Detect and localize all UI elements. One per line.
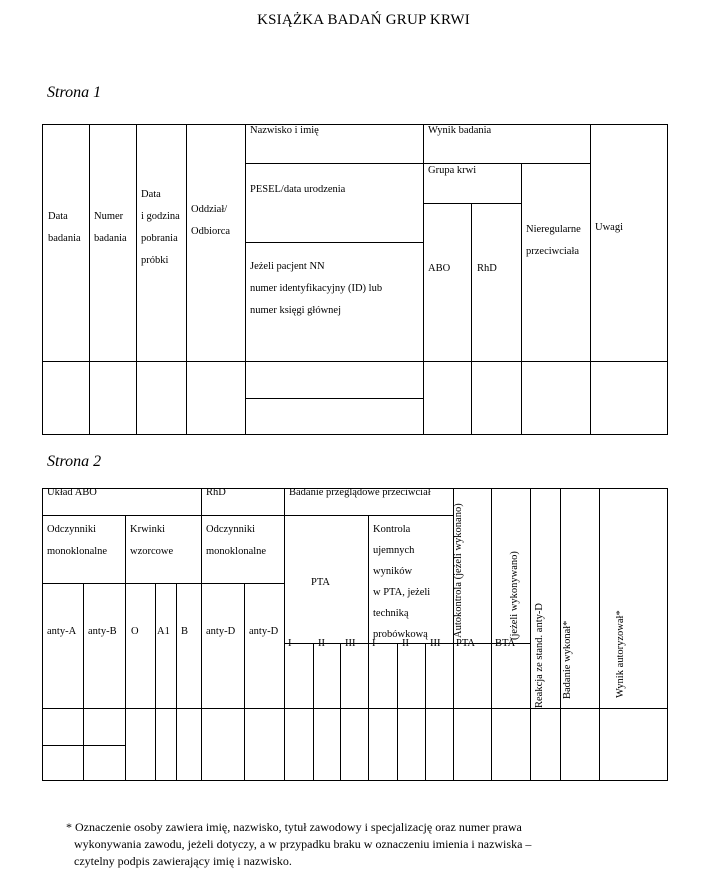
col-number-line2: badania xyxy=(94,233,127,244)
abo-header: ABO xyxy=(428,263,451,274)
col-date-line1: Data xyxy=(48,211,68,222)
col-datetime-header xyxy=(141,184,180,272)
roman-3b: III xyxy=(430,638,441,649)
control-line4: w PTA, jeżeli xyxy=(373,587,431,598)
footnote xyxy=(66,819,664,870)
control-line1: Kontrola xyxy=(373,524,411,535)
col-number-line1: Numer xyxy=(94,211,124,222)
cells-line1: Krwinki xyxy=(130,524,165,535)
anti-b-header: anty-B xyxy=(88,626,117,637)
control-line2: ujemnych xyxy=(373,545,415,556)
pta-header: PTA xyxy=(311,577,330,588)
col-number-header xyxy=(94,206,127,250)
performed-by-header: Badanie wykonał* xyxy=(562,620,573,699)
o-header: O xyxy=(131,626,139,637)
roman-1a: I xyxy=(288,638,292,649)
irregular-line1: Nieregularne xyxy=(526,224,581,235)
screening-header: Badanie przeglądowe przeciwciał xyxy=(289,487,431,498)
col-ward-header xyxy=(191,199,230,243)
page-1-heading: Strona 1 xyxy=(47,84,102,101)
if-performed-header: (jeżeli wykonywano) xyxy=(509,551,520,640)
col-datetime-line3: pobrania xyxy=(141,233,178,244)
col-date-line2: badania xyxy=(48,233,81,244)
result-header: Wynik badania xyxy=(428,125,492,136)
negative-control-header xyxy=(373,519,430,645)
abo-system-header: Układ ABO xyxy=(47,487,97,498)
control-line5: techniką xyxy=(373,608,409,619)
mono-reagents-abo xyxy=(47,519,107,563)
document-title: KSIĄŻKA BADAŃ GRUP KRWI xyxy=(257,12,470,28)
irregular-line2: przeciwciała xyxy=(526,246,580,257)
b-header: B xyxy=(181,626,189,637)
control-line3: wyników xyxy=(373,566,413,577)
nn-header xyxy=(250,256,382,322)
mono-reagents-rhd xyxy=(206,519,266,563)
anti-d-header-1: anty-D xyxy=(206,626,236,637)
nn-line2: numer identyfikacyjny (ID) lub xyxy=(250,283,383,294)
col-ward-line2: Odbiorca xyxy=(191,226,231,237)
pesel-header: PESEL/data urodzenia xyxy=(250,184,346,195)
reaction-anti-d-header: Reakcja ze stand. anty-D xyxy=(534,603,545,708)
anti-d-header-2: anty-D xyxy=(249,626,279,637)
anti-a-header: anty-A xyxy=(47,626,77,637)
footnote-line2: wykonywania zawodu, jeżeli dotyczy, a w przypadku braku w oznaczeniu imienia i nazwiska – xyxy=(74,837,532,851)
col-datetime-line4: próbki xyxy=(141,255,169,266)
bta-header: BTA xyxy=(495,638,516,649)
footnote-line3: czytelny podpis zawierający imię i nazwisko. xyxy=(74,854,292,868)
nn-line1: Jeżeli pacjent NN xyxy=(250,261,325,272)
rhd-header-p2: RhD xyxy=(206,487,226,498)
pta-autocontrol-header: PTA xyxy=(456,638,475,649)
col-datetime-line1: Data xyxy=(141,189,161,200)
irregular-antibodies-header xyxy=(526,219,581,263)
roman-2b: II xyxy=(402,638,409,649)
autocontrol-header: Autokontrola (jeżeli wykonano) xyxy=(453,503,464,638)
mono1-line1: Odczynniki xyxy=(47,524,96,535)
authorized-by-header: Wynik autoryzował* xyxy=(615,610,626,698)
mono2-line2: monoklonalne xyxy=(206,546,267,557)
blood-group-header: Grupa krwi xyxy=(428,165,477,176)
col-ward-line1: Oddział/ xyxy=(191,204,228,215)
cells-line2: wzorcowe xyxy=(130,546,174,557)
footnote-line1: * Oznaczenie osoby zawiera imię, nazwisko, tytuł zawodowy i specjalizację oraz numer prawa xyxy=(66,820,522,834)
mono2-line1: Odczynniki xyxy=(206,524,255,535)
a1-header: A1 xyxy=(157,626,170,637)
remarks-header: Uwagi xyxy=(595,222,623,233)
roman-3a: III xyxy=(345,638,356,649)
mono1-line2: monoklonalne xyxy=(47,546,108,557)
page-2-heading: Strona 2 xyxy=(47,453,102,470)
name-header: Nazwisko i imię xyxy=(250,125,319,136)
col-datetime-line2: i godzina xyxy=(141,211,180,222)
control-line6: probówkową xyxy=(373,629,428,640)
nn-line3: numer księgi głównej xyxy=(250,305,341,316)
roman-2a: II xyxy=(318,638,325,649)
rhd-header: RhD xyxy=(477,263,497,274)
col-date-header xyxy=(48,206,81,250)
reference-cells-header xyxy=(130,519,173,563)
roman-1b: I xyxy=(372,638,376,649)
